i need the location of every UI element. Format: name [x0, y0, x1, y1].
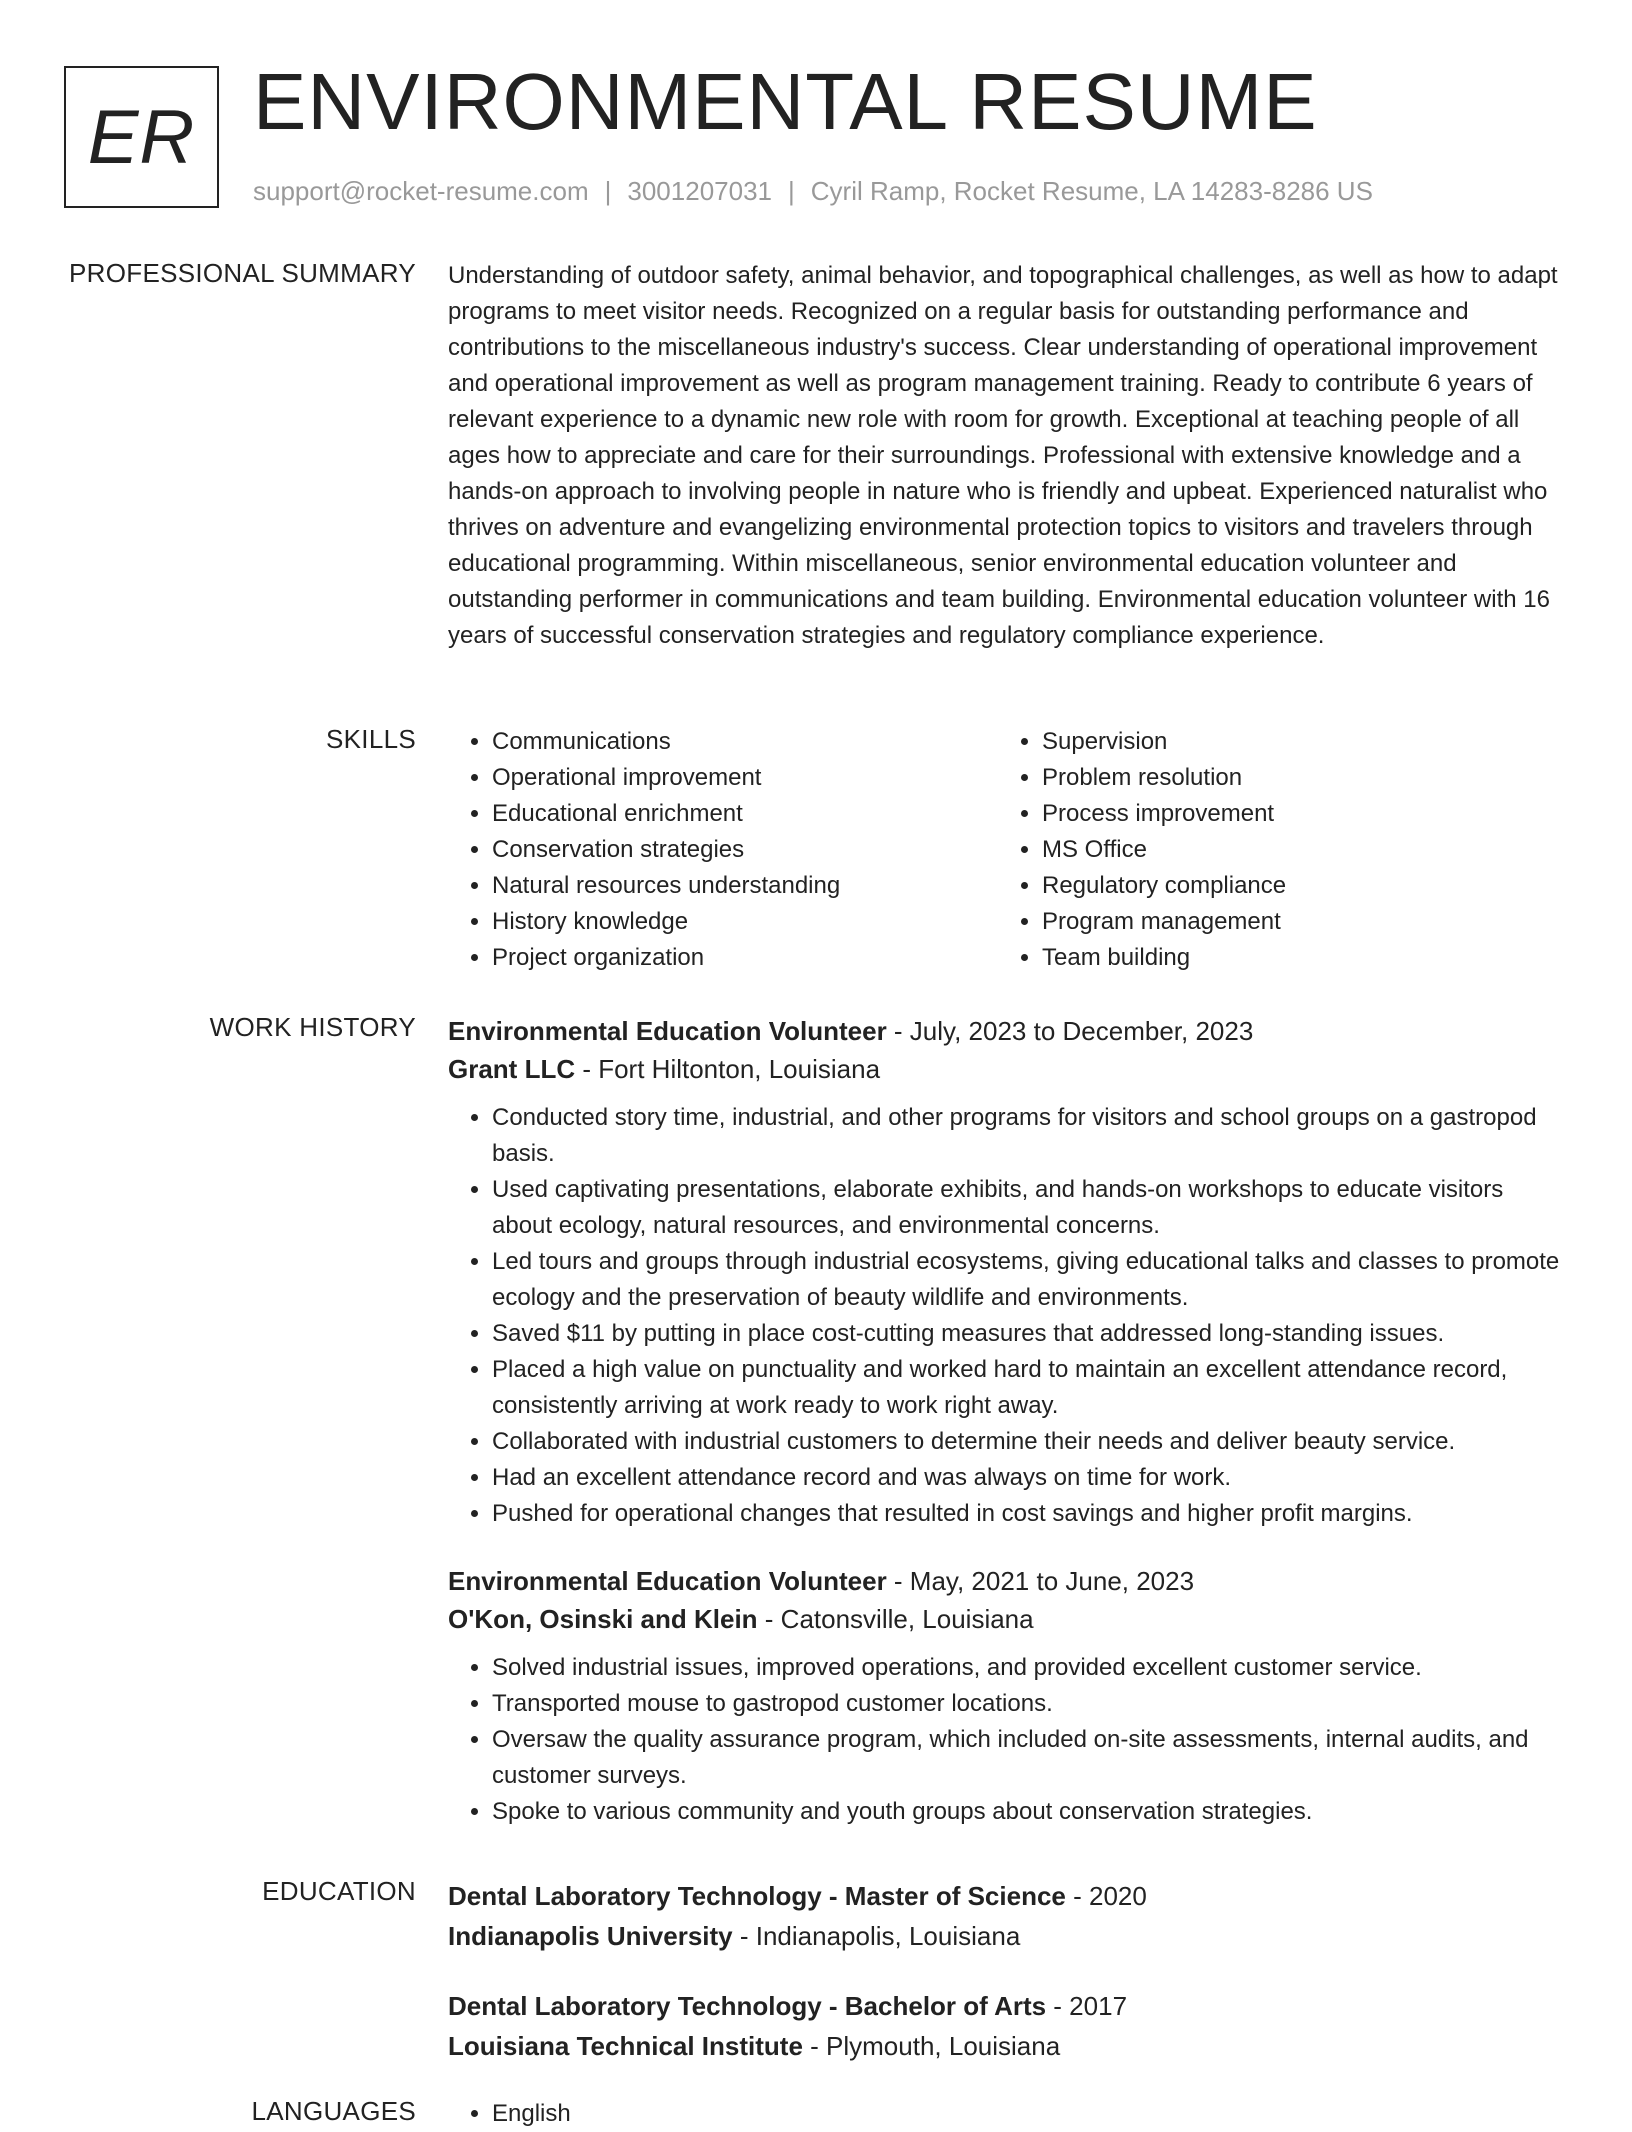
job-company: Grant LLC — [448, 1054, 576, 1084]
education-degree: Dental Laboratory Technology - Master of Science — [448, 1881, 1066, 1911]
skill-item: • Natural resources understanding — [492, 868, 998, 904]
work-label: WORK HISTORY — [209, 1012, 416, 1042]
job-bullet: • Saved $11 by putting in place cost-cutting measures that addressed long-standing issues. — [492, 1316, 1568, 1352]
job-bullet: • Transported mouse to gastropod customer locations. — [492, 1686, 1568, 1722]
contact-separator: | — [788, 176, 795, 206]
education-degree: Dental Laboratory Technology - Bachelor of Arts — [448, 1991, 1047, 2021]
skill-item: • Program management — [1042, 904, 1562, 940]
skills-label: SKILLS — [326, 724, 416, 754]
summary-label: PROFESSIONAL SUMMARY — [69, 258, 416, 288]
skill-item: • Team building — [1042, 940, 1562, 976]
contact-separator: | — [604, 176, 612, 206]
skill-item: • Conservation strategies — [492, 832, 998, 868]
job-bullets — [448, 1100, 1568, 1532]
job-bullet: • Oversaw the quality assurance program, which included on-site assessments, internal audits, and customer surveys. — [492, 1722, 1568, 1794]
job-company: O'Kon, Osinski and Klein — [448, 1604, 758, 1634]
skill-item: • Supervision — [1042, 724, 1562, 760]
resume-title: ENVIRONMENTAL RESUME — [253, 57, 1318, 146]
education-location: - Plymouth, Louisiana — [802, 2031, 1061, 2061]
job-bullet: • Spoke to various community and youth groups about conservation strategies. — [492, 1794, 1568, 1830]
contact-line — [253, 176, 1373, 207]
education-entry — [448, 1986, 1568, 2066]
job-bullets — [448, 1650, 1568, 1830]
skills-list-right — [998, 724, 1562, 976]
job-bullet: • Placed a high value on punctuality and worked hard to maintain an excellent attendance record, consistently arriving at work ready to work right away. — [492, 1352, 1568, 1424]
skill-item: • Operational improvement — [492, 760, 998, 796]
job-bullet: • Solved industrial issues, improved operations, and provided excellent customer service. — [492, 1650, 1568, 1686]
monogram-logo: ER — [64, 66, 219, 208]
job-entry — [448, 1562, 1568, 1830]
contact-email: support@rocket-resume.com — [253, 176, 589, 206]
skill-item: • Communications — [492, 724, 998, 760]
job-title: Environmental Education Volunteer — [448, 1566, 887, 1596]
education-entry — [448, 1876, 1568, 1956]
job-bullet: • Collaborated with industrial customers to determine their needs and deliver beauty service. — [492, 1424, 1568, 1460]
skill-item: • Process improvement — [1042, 796, 1562, 832]
job-location: - Fort Hiltonton, Louisiana — [575, 1054, 881, 1084]
education-location: - Indianapolis, Louisiana — [732, 1921, 1021, 1951]
job-bullet: • Led tours and groups through industrial ecosystems, giving educational talks and classes to promote ecology and the preservation of beauty wildlife and environments. — [492, 1244, 1568, 1316]
job-title: Environmental Education Volunteer — [448, 1016, 887, 1046]
skill-item: • Educational enrichment — [492, 796, 998, 832]
contact-address: Cyril Ramp, Rocket Resume, LA 14283-8286 US — [810, 176, 1373, 206]
language-item: • English — [492, 2096, 1568, 2132]
job-bullet: • Conducted story time, industrial, and other programs for visitors and school groups on a gastropod basis. — [492, 1100, 1568, 1172]
job-bullet: • Used captivating presentations, elaborate exhibits, and hands-on workshops to educate visitors about ecology, natural resources, and environmental concerns. — [492, 1172, 1568, 1244]
job-dates: - May, 2021 to June, 2023 — [886, 1566, 1195, 1596]
job-entry — [448, 1012, 1568, 1532]
skill-item: • Problem resolution — [1042, 760, 1562, 796]
skill-item: • Project organization — [492, 940, 998, 976]
languages-label: LANGUAGES — [251, 2096, 416, 2126]
education-label: EDUCATION — [262, 1876, 416, 1906]
skill-item: • MS Office — [1042, 832, 1562, 868]
job-dates: - July, 2023 to December, 2023 — [886, 1016, 1254, 1046]
skills-list-left — [448, 724, 998, 976]
skill-item: • History knowledge — [492, 904, 998, 940]
job-location: - Catonsville, Louisiana — [757, 1604, 1034, 1634]
education-school: Indianapolis University — [448, 1921, 733, 1951]
contact-phone: 3001207031 — [627, 176, 772, 206]
job-bullet: • Had an excellent attendance record and was always on time for work. — [492, 1460, 1568, 1496]
skill-item: • Regulatory compliance — [1042, 868, 1562, 904]
languages-list — [448, 2096, 1568, 2132]
education-year: - 2017 — [1046, 1991, 1128, 2021]
education-school: Louisiana Technical Institute — [448, 2031, 803, 2061]
job-bullet: • Pushed for operational changes that resulted in cost savings and higher profit margins. — [492, 1496, 1568, 1532]
education-year: - 2020 — [1065, 1881, 1147, 1911]
summary-text: Understanding of outdoor safety, animal behavior, and topographical challenges, as well as how to adapt programs to meet visitor needs. Recognized on a regular basis for outstanding performance and contributions to the miscellaneous industry's success. Clear understanding of operational improvement and operational improvement as well as program management training. Ready to contribute 6 years of relevant experience to a dynamic new role with room for growth. Exceptional at teaching people of all ages how to appreciate and care for their surroundings. Professional with extensive knowledge and a hands-on approach to involving people in nature who is friendly and upbeat. Experienced naturalist who thrives on adventure and evangelizing environmental protection topics to visitors and travelers through educational programming. Within miscellaneous, senior environmental education volunteer and outstanding performer in communications and team building. Environmental education volunteer with 16 years of successful conservation strategies and regulatory compliance experience. — [448, 262, 1558, 649]
